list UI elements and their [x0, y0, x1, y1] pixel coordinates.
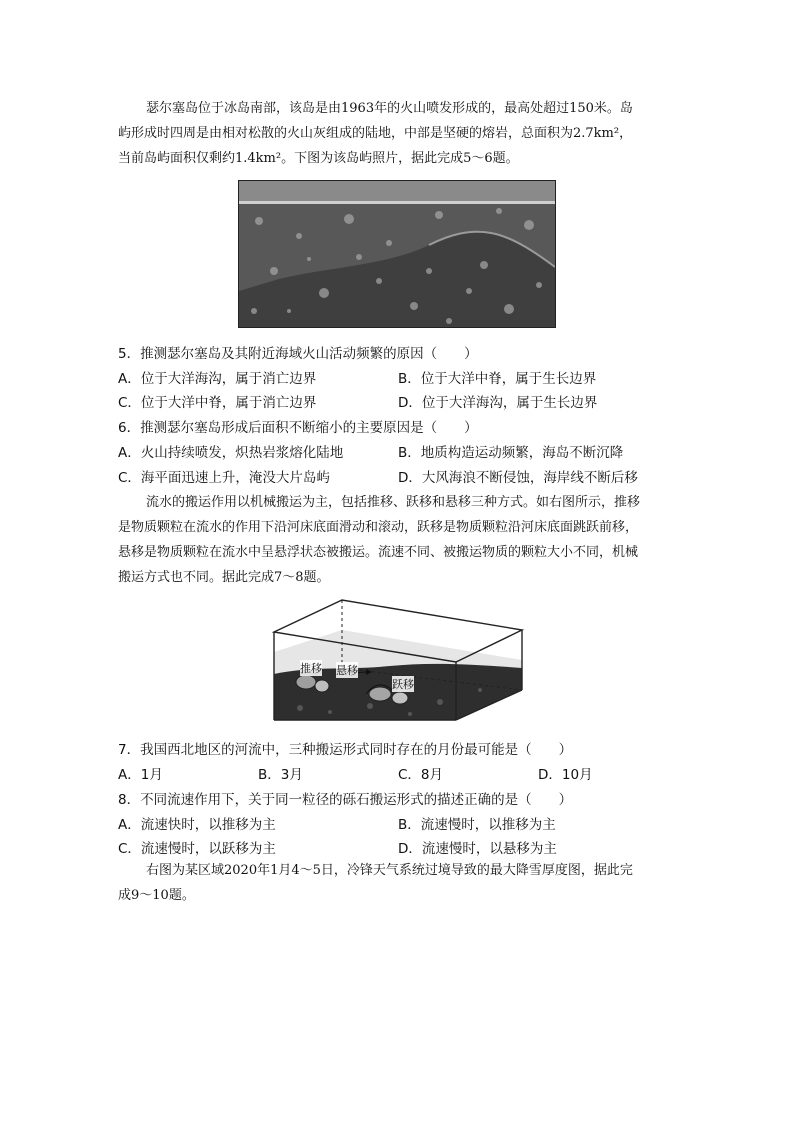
question-7-option-d[interactable]: D．10月	[538, 767, 593, 783]
question-8-option-a[interactable]: A．流速快时，以推移为主	[118, 817, 276, 833]
question-6-option-a[interactable]: A．火山持续喷发，炽热岩浆熔化陆地	[118, 445, 344, 461]
passage-3-line-1: 右图为某区域2020年1月4～5日，冷锋天气系统过境导致的最大降雪厚度图，据此完	[146, 863, 633, 878]
passage-1-line-3: 当前岛屿面积仅剩约1.4km²。下图为该岛屿照片，据此完成5～6题。	[118, 151, 519, 166]
island-photo	[238, 180, 556, 328]
question-6-option-d[interactable]: D．大风海浪不断侵蚀，海岸线不断后移	[398, 470, 638, 486]
question-8-option-d[interactable]: D．流速慢时，以悬移为主	[398, 841, 557, 857]
passage-1-line-2: 屿形成时四周是由相对松散的火山灰组成的陆地，中部是坚硬的熔岩，总面积为2.7km²，	[118, 126, 633, 141]
question-6-option-c[interactable]: C．海平面迅速上升，淹没大片岛屿	[118, 470, 330, 486]
label-jump: 跃移	[392, 678, 414, 691]
passage-3-line-2: 成9～10题。	[118, 888, 195, 903]
question-5-option-b[interactable]: B．位于大洋中脊，属于生长边界	[398, 371, 597, 387]
passage-2-line-3: 悬移是物质颗粒在流水中呈悬浮状态被搬运。流速不同、被搬运物质的颗粒大小不同，机械	[118, 545, 639, 560]
passage-2-line-4: 搬运方式也不同。据此完成7～8题。	[118, 570, 330, 585]
label-suspend: 悬移	[336, 664, 358, 677]
transport-diagram-box	[270, 590, 526, 724]
passage-2	[118, 490, 678, 590]
question-7-option-b[interactable]: B．3月	[258, 767, 303, 783]
question-5-option-c[interactable]: C．位于大洋中脊，属于消亡边界	[118, 395, 317, 411]
question-6-stem: 6．推测瑟尔塞岛形成后面积不断缩小的主要原因是（ ）	[118, 420, 478, 436]
passage-2-line-2: 是物质颗粒在流水的作用下沿河床底面滑动和滚动，跃移是物质颗粒沿河床底面跳跃前移，	[118, 520, 639, 535]
passage-1	[118, 96, 678, 171]
question-5-stem: 5．推测瑟尔塞岛及其附近海域火山活动频繁的原因（ ）	[118, 346, 478, 362]
question-8-option-b[interactable]: B．流速慢时，以推移为主	[398, 817, 556, 833]
transport-diagram	[270, 590, 526, 724]
passage-2-line-1: 流水的搬运作用以机械搬运为主，包括推移、跃移和悬移三种方式。如右图所示，推移	[146, 495, 641, 510]
question-7-stem: 7．我国西北地区的河流中，三种搬运形式同时存在的月份最可能是（ ）	[118, 742, 573, 758]
question-7-option-c[interactable]: C．8月	[398, 767, 444, 783]
label-push: 推移	[300, 662, 322, 675]
question-8-option-c[interactable]: C．流速慢时，以跃移为主	[118, 841, 276, 857]
island-photo-image	[239, 181, 555, 327]
question-5-option-d[interactable]: D．位于大洋海沟，属于生长边界	[398, 395, 598, 411]
question-7-option-a[interactable]: A．1月	[118, 767, 163, 783]
question-8-stem: 8．不同流速作用下，关于同一粒径的砾石搬运形式的描述正确的是（ ）	[118, 792, 573, 808]
passage-1-line-1: 瑟尔塞岛位于冰岛南部，该岛是由1963年的火山喷发形成的，最高处超过150米。岛	[146, 101, 633, 116]
question-6-option-b[interactable]: B．地质构造运动频繁，海岛不断沉降	[398, 445, 624, 461]
question-5-option-a[interactable]: A．位于大洋海沟，属于消亡边界	[118, 371, 317, 387]
passage-3	[118, 858, 678, 908]
